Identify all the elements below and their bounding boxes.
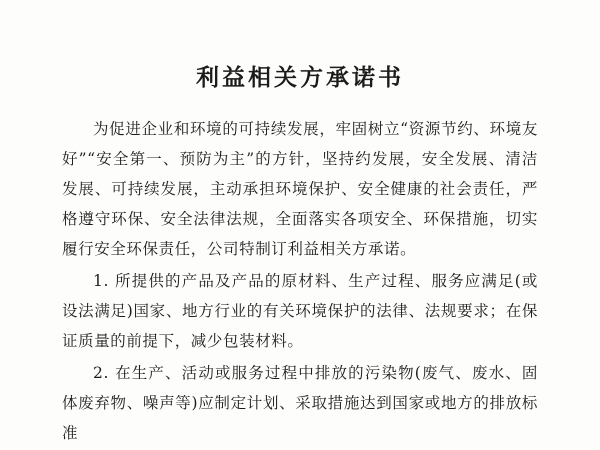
document-body bbox=[0, 102, 600, 448]
paragraph-item-2: 2. 在生产、活动或服务过程中排放的污染物(废气、废水、固体废弃物、噪声等)应制定计划、采取措施达到国家或地方的排放标准 bbox=[62, 364, 538, 443]
page-title: 利益相关方承诺书 bbox=[196, 64, 404, 91]
paragraph-intro: 为促进企业和环境的可持续发展，牢固树立“资源节约、环境友好”“安全第一、预防为主”的方针，坚持约发展，安全发展、清洁发展、可持续发展，主动承担环境保护、安全健康的社会责任，严格遵守环保、安全法律法规，全面落实各项安全、环保措施，切实履行安全环保责任，公司特制订利益相关方承诺。 bbox=[62, 120, 538, 259]
paragraph-item-1: 1. 所提供的产品及产品的原材料、生产过程、服务应满足(或设法满足)国家、地方行业的有关环境保护的法律、法规要求；在保证质量的前提下，减少包装材料。 bbox=[62, 272, 538, 351]
